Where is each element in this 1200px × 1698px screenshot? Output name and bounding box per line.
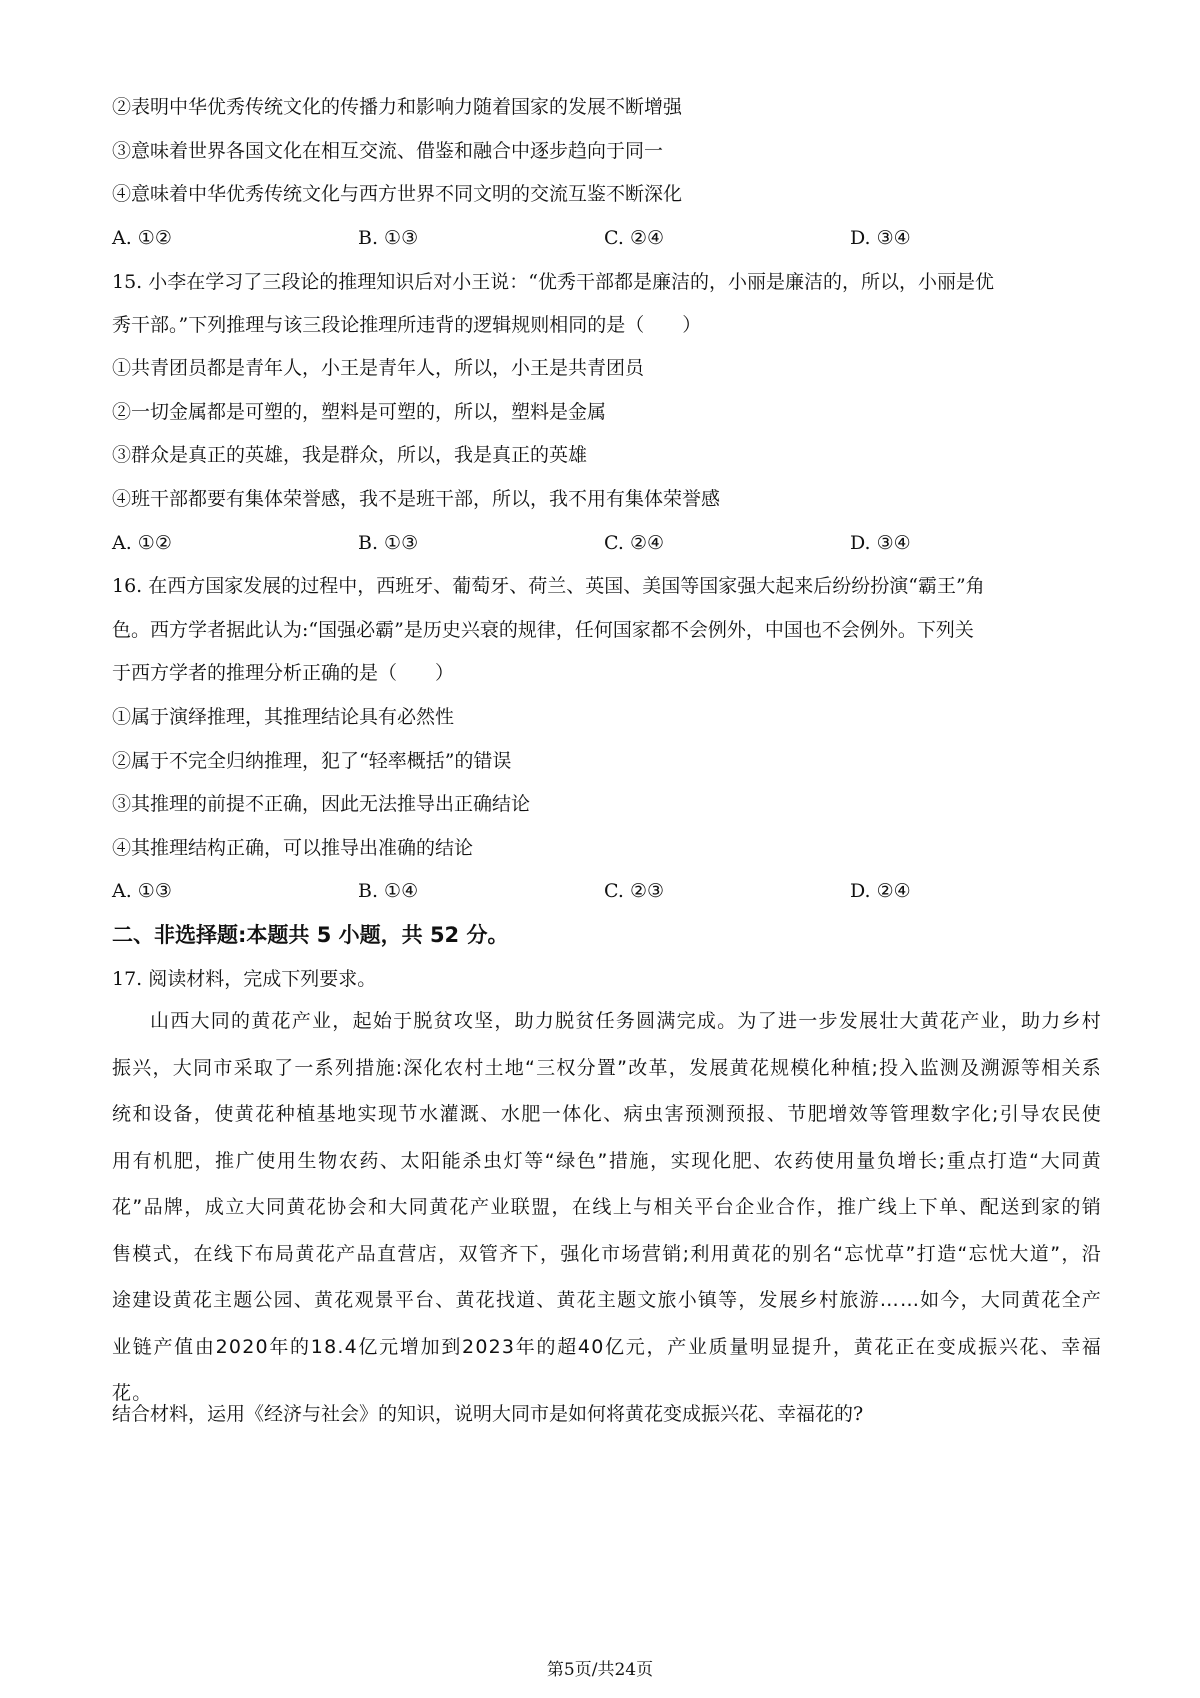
- q15-option-a: A. ①②: [112, 532, 172, 554]
- q15-options: [112, 529, 1102, 557]
- q15-option-b: B. ①③: [358, 532, 419, 554]
- q15-option-d: D. ③④: [850, 532, 911, 554]
- q14-option-d: D. ③④: [850, 227, 911, 249]
- q14-option-c: C. ②④: [604, 227, 665, 249]
- page-number: 第5页/共24页: [546, 1660, 654, 1680]
- q17-question: 结合材料，运用《经济与社会》的知识，说明大同市是如何将黄花变成振兴花、幸福花的?: [112, 1403, 864, 1425]
- q15-option-c: C. ②④: [604, 532, 665, 554]
- q16-statement-4: ④其推理结构正确，可以推导出准确的结论: [112, 837, 474, 859]
- q16-options: [112, 877, 1102, 905]
- q17-intro: 17. 阅读材料，完成下列要求。: [112, 968, 377, 990]
- q14-statement-3: ③意味着世界各国文化在相互交流、借鉴和融合中逐步趋向于同一: [112, 140, 664, 162]
- q16-option-c: C. ②③: [604, 880, 665, 902]
- q15-statement-1: ①共青团员都是青年人，小王是青年人，所以，小王是共青团员: [112, 357, 645, 379]
- q14-option-b: B. ①③: [358, 227, 419, 249]
- q14-statement-4: ④意味着中华优秀传统文化与西方世界不同文明的交流互鉴不断深化: [112, 183, 683, 205]
- q14-option-a: A. ①②: [112, 227, 172, 249]
- q15-stem-line-1: 15. 小李在学习了三段论的推理知识后对小王说：“优秀干部都是廉洁的，小丽是廉洁的，所以，小丽是优: [112, 271, 994, 293]
- q16-statement-1: ①属于演绎推理，其推理结论具有必然性: [112, 706, 455, 728]
- q16-statement-2: ②属于不完全归纳推理，犯了“轻率概括”的错误: [112, 750, 512, 772]
- q16-option-a: A. ①③: [112, 880, 172, 902]
- section-heading: 二、非选择题:本题共 5 小题，共 52 分。: [112, 923, 509, 947]
- q17-material-paragraph: 山西大同的黄花产业，起始于脱贫攻坚，助力脱贫任务圆满完成。为了进一步发展壮大黄花产业，助力乡村振兴，大同市采取了一系列措施:深化农村土地“三权分置”改革，发展黄花规模化种植;投入监测及溯源等相关系统和设备，使黄花种植基地实现节水灌溉、水肥一体化、病虫害预测预报、节肥增效等管理数字化;引导农民使用有机肥，推广使用生物农药、太阳能杀虫灯等“绿色”措施，实现化肥、农药使用量负增长;重点打造“大同黄花”品牌，成立大同黄花协会和大同黄花产业联盟，在线上与相关平台企业合作，推广线上下单、配送到家的销售模式，在线下布局黄花产品直营店，双管齐下，强化市场营销;利用黄花的别名“忘忧草”打造“忘忧大道”，沿途建设黄花主题公园、黄花观景平台、黄花找道、黄花主题文旅小镇等，发展乡村旅游……如今，大同黄花全产业链产值由2020年的18.4亿元增加到2023年的超40亿元，产业质量明显提升，黄花正在变成振兴花、幸福花。: [112, 1010, 1102, 1404]
- q14-options: [112, 224, 1102, 252]
- q14-statement-2: ②表明中华优秀传统文化的传播力和影响力随着国家的发展不断增强: [112, 96, 683, 118]
- q16-option-b: B. ①④: [358, 880, 419, 902]
- q15-statement-3: ③群众是真正的英雄，我是群众，所以，我是真正的英雄: [112, 444, 588, 466]
- q16-statement-3: ③其推理的前提不正确，因此无法推导出正确结论: [112, 793, 531, 815]
- q16-stem-line-3: 于西方学者的推理分析正确的是（ ）: [112, 662, 455, 684]
- q16-stem-line-2: 色。西方学者据此认为:“国强必霸”是历史兴衰的规律，任何国家都不会例外，中国也不会例外。下列关: [112, 619, 974, 641]
- q15-stem-line-2: 秀干部。”下列推理与该三段论推理所违背的逻辑规则相同的是（ ）: [112, 314, 702, 336]
- q16-stem-line-1: 16. 在西方国家发展的过程中，西班牙、葡萄牙、荷兰、英国、美国等国家强大起来后纷纷扮演“霸王”角: [112, 575, 985, 597]
- q15-statement-4: ④班干部都要有集体荣誉感，我不是班干部，所以，我不用有集体荣誉感: [112, 488, 721, 510]
- q15-statement-2: ②一切金属都是可塑的，塑料是可塑的，所以，塑料是金属: [112, 401, 607, 423]
- q16-option-d: D. ②④: [850, 880, 911, 902]
